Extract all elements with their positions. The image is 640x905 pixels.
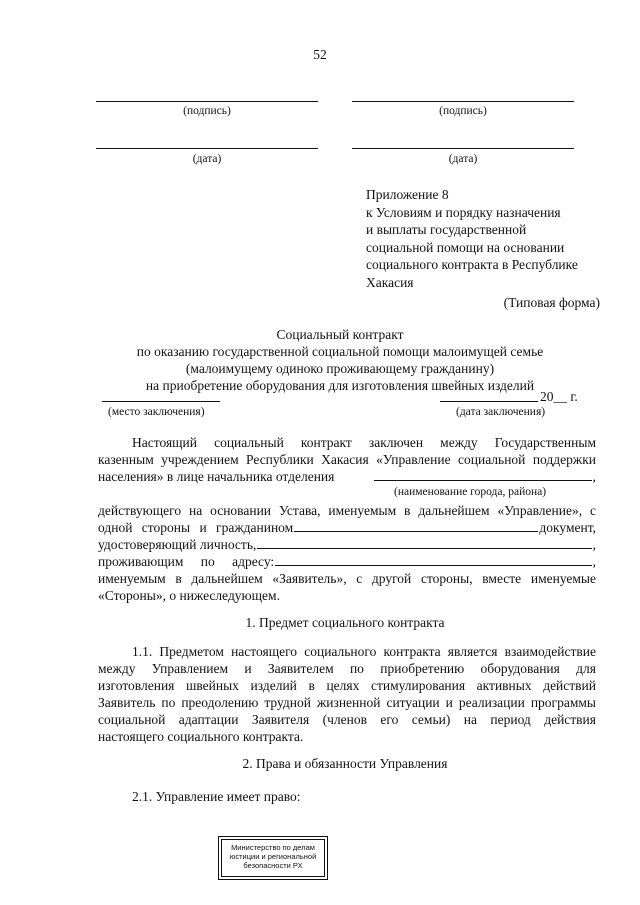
intro-text: населения» в лице начальника отделения <box>98 469 335 484</box>
intro-text: удостоверяющий личность, <box>98 537 257 552</box>
date-label-right: (дата) <box>448 153 478 165</box>
title-line: Социальный контракт <box>276 327 404 342</box>
intro-line: «Стороны», о нижеследующем. <box>98 588 280 603</box>
document-title <box>0 326 640 394</box>
page-number: 52 <box>313 47 327 62</box>
form-type: (Типовая форма) <box>503 295 600 310</box>
appendix-line: социального контракта в Республике <box>366 257 578 272</box>
signature-label-left: (подпись) <box>183 105 231 117</box>
intro-line-citizen <box>98 519 596 536</box>
section-paragraph-line: Заявитель по преодолению трудной жизненной ситуации и реализации программы <box>98 695 596 710</box>
signature-line-left <box>96 101 318 102</box>
appendix-line: социальной помощи на основании <box>366 239 565 255</box>
title-line: (малоимущему одиноко проживающему гражданину) <box>185 361 495 376</box>
date-label: (дата заключения) <box>456 406 546 418</box>
signature-line-right <box>352 101 574 102</box>
date-label-left: (дата) <box>192 153 222 165</box>
section-paragraph-line: между Управлением и Заявителем по приобретению оборудования для <box>98 661 596 676</box>
intro-line: Настоящий социальный контракт заключен между Государственным <box>132 435 596 450</box>
section-heading: 2. Права и обязанности Управления <box>242 756 448 771</box>
date-line <box>440 401 538 402</box>
year-field: 20__ г. <box>540 389 578 404</box>
place-label: (место заключения) <box>108 406 205 418</box>
appendix-line: к Условиям и порядку назначения <box>366 204 561 220</box>
intro-text: одной стороны и гражданином <box>98 520 294 535</box>
stamp-line: юстиции и региональной <box>229 852 317 861</box>
intro-text: проживающим по адресу: <box>98 554 275 569</box>
address-blank <box>275 553 591 566</box>
appendix-block <box>366 186 606 291</box>
date-line-right <box>352 148 574 149</box>
department-blank <box>374 468 591 481</box>
title-line: по оказанию государственной социальной помощи малоимущей семье <box>136 344 544 359</box>
comma: , <box>592 554 596 569</box>
section-paragraph-line: изготовления швейных изделий в целях стимулирования активных действий <box>98 678 596 693</box>
intro-line-department <box>98 468 596 485</box>
intro-line: казенным учреждением Республики Хакасия «Управление социальной поддержки <box>98 452 596 467</box>
intro-line-address <box>98 553 596 570</box>
id-document-blank <box>257 536 591 549</box>
stamp-line: Министерство по делам <box>231 843 315 852</box>
comma: , <box>592 537 596 552</box>
signature-label-right: (подпись) <box>439 105 487 117</box>
place-line <box>102 401 220 402</box>
comma: , <box>592 469 596 484</box>
date-line-left <box>96 148 318 149</box>
appendix-line: Хакасия <box>366 274 414 290</box>
citizen-name-blank <box>294 519 538 532</box>
intro-line: действующего на основании Устава, именуемым в дальнейшем «Управление», с <box>98 503 596 518</box>
ministry-stamp <box>218 836 328 880</box>
section-paragraph-line: настоящего социального контракта. <box>98 729 304 744</box>
title-line: на приобретение оборудования для изготовления швейных изделий <box>145 378 535 393</box>
section-paragraph-line: 1.1. Предметом настоящего социального контракта является взаимодействие <box>132 644 596 659</box>
appendix-line: и выплаты государственной <box>366 222 527 237</box>
stamp-line: безопасности РХ <box>243 861 303 870</box>
intro-line: именуемым в дальнейшем «Заявитель», с другой стороны, вместе именуемые <box>98 571 596 586</box>
intro-line-id <box>98 536 596 553</box>
department-hint: (наименование города, района) <box>394 486 547 498</box>
section-heading: 1. Предмет социального контракта <box>245 615 445 630</box>
appendix-line: Приложение 8 <box>366 187 449 202</box>
intro-text: документ, <box>539 520 596 535</box>
section-paragraph-line: 2.1. Управление имеет право: <box>132 789 301 804</box>
section-paragraph-line: социальной адаптации Заявителя (членов его семьи) на период действия <box>98 712 596 727</box>
